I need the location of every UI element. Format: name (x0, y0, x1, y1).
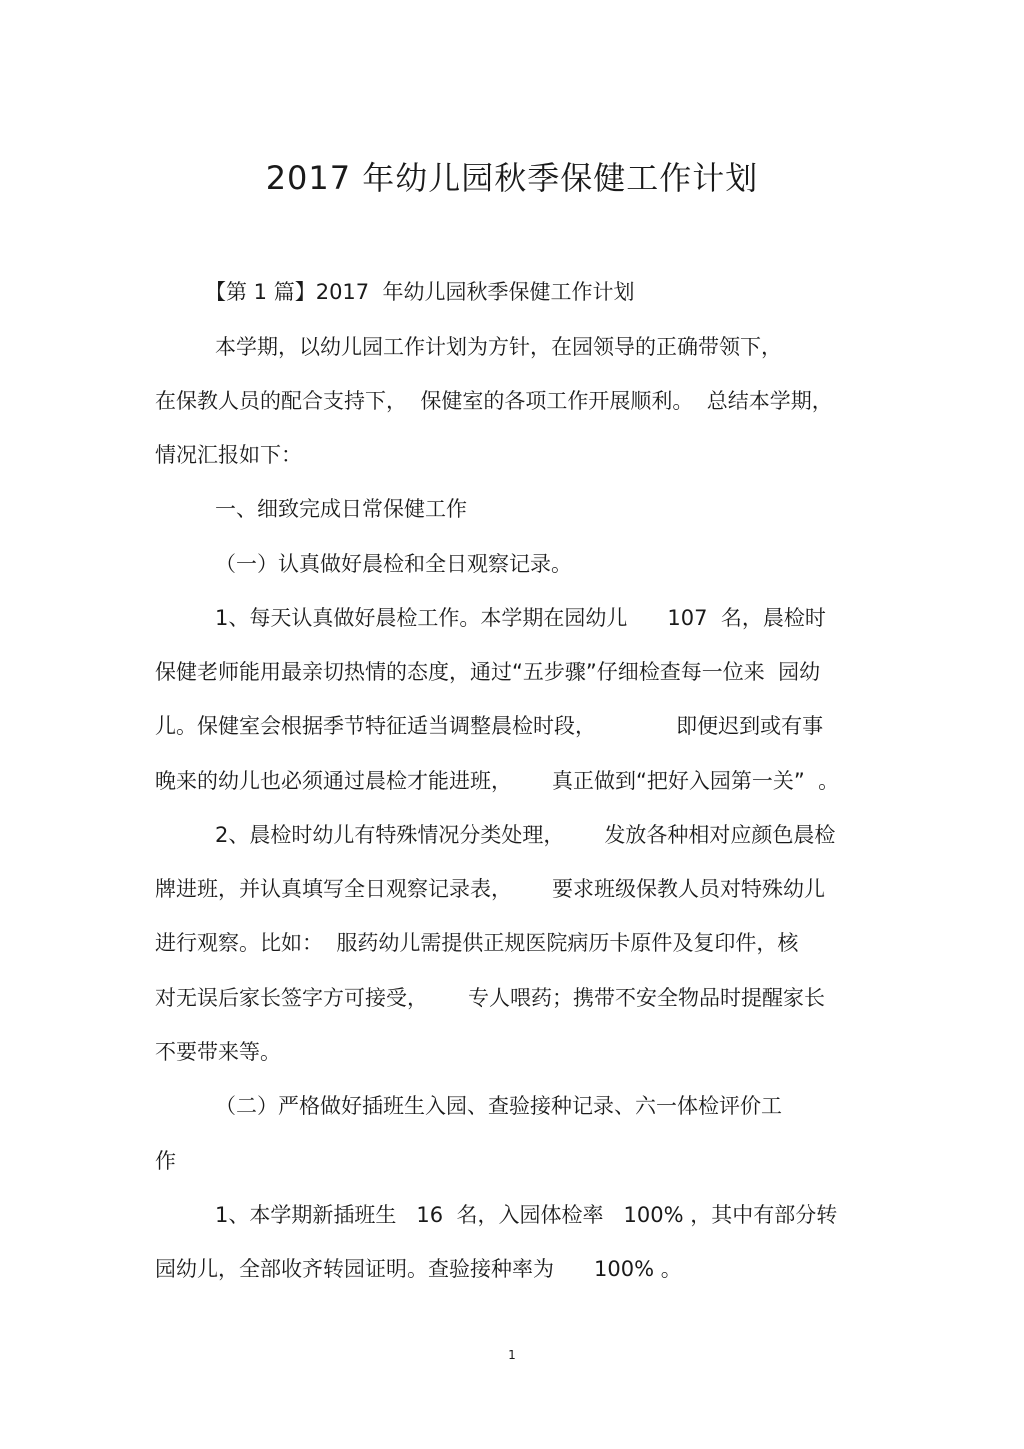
text-line: 1、本学期新插班生 16 名，入园体检率 100% ，其中有部分转 (215, 1203, 838, 1227)
text-line: 牌进班，并认真填写全日观察记录表， 要求班级保教人员对特殊幼儿 (155, 877, 826, 901)
text-line: 在保教人员的配合支持下， 保健室的各项工作开展顺利。 总结本学期， (155, 389, 833, 413)
document-title: 2017 年幼儿园秋季保健工作计划 (265, 159, 759, 197)
section-heading: 【第 1 篇】2017 年幼儿园秋季保健工作计划 (205, 280, 635, 304)
text-line: 2、晨检时幼儿有特殊情况分类处理， 发放各种相对应颜色晨检 (215, 823, 836, 847)
text-line: 作 (155, 1149, 176, 1173)
text-line: 园幼儿，全部收齐转园证明。查验接种率为 100% 。 (155, 1257, 682, 1281)
text-line: 进行观察。比如： 服药幼儿需提供正规医院病历卡原件及复印件，核 (155, 931, 799, 955)
subsection-heading: 一、细致完成日常保健工作 (215, 497, 467, 521)
text-line: 晚来的幼儿也必须通过晨检才能进班， 真正做到“把好入园第一关” 。 (155, 769, 840, 793)
text-line: 本学期，以幼儿园工作计划为方针，在园领导的正确带领下， (215, 335, 782, 359)
text-line: 保健老师能用最亲切热情的态度，通过“五步骤”仔细检查每一位来 园幼 (155, 660, 821, 684)
subsection-heading: （二）严格做好插班生入园、查验接种记录、六一体检评价工 (215, 1094, 782, 1118)
page-number: 1 (508, 1348, 516, 1362)
text-line: 对无误后家长签字方可接受， 专人喂药；携带不安全物品时提醒家长 (155, 986, 826, 1010)
text-line: 不要带来等。 (155, 1040, 281, 1064)
text-line: 1、每天认真做好晨检工作。本学期在园幼儿 107 名，晨检时 (215, 606, 826, 630)
text-line: 情况汇报如下： (155, 443, 302, 467)
subsection-heading: （一）认真做好晨检和全日观察记录。 (215, 552, 572, 576)
text-line: 儿。保健室会根据季节特征适当调整晨检时段， 即便迟到或有事 (155, 714, 824, 738)
